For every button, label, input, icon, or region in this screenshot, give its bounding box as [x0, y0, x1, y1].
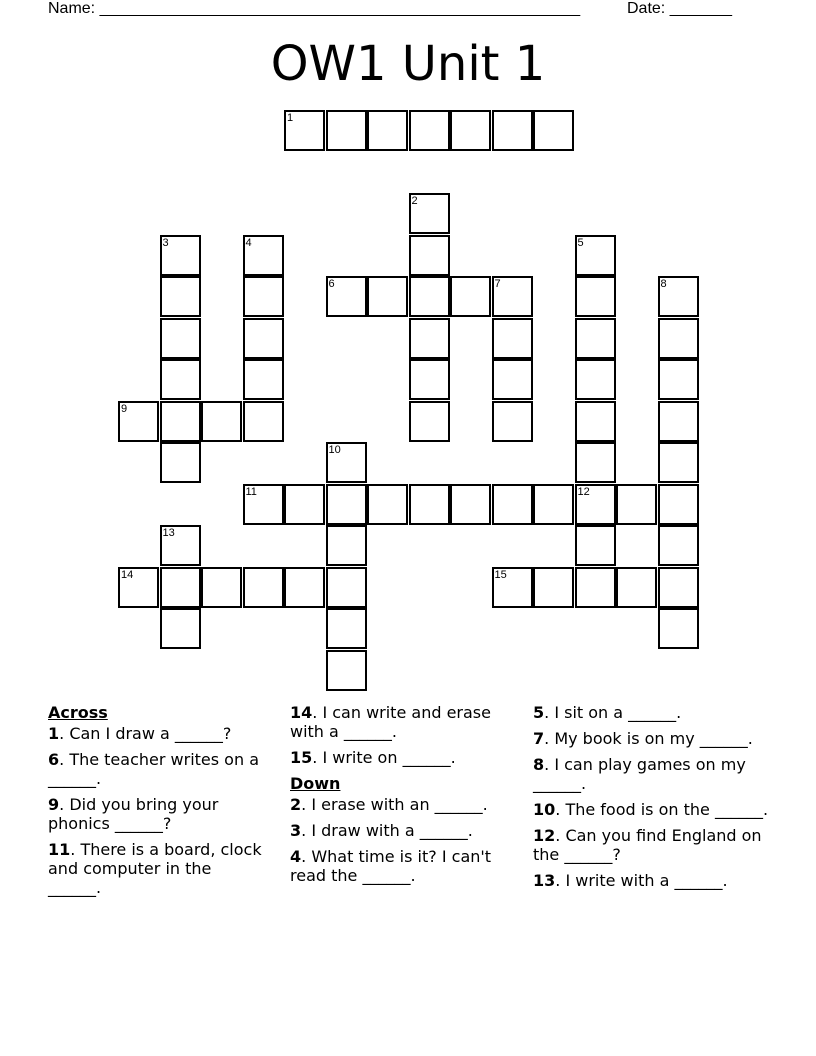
name-field[interactable]: Name: ______________________________________________________	[48, 0, 581, 17]
clue-number-label: 13	[533, 871, 556, 890]
clue-text: I draw with a ______.	[311, 821, 473, 840]
clue-text: My book is on my ______.	[554, 729, 753, 748]
clue-text: There is a board, clock and computer in the ______.	[48, 840, 262, 897]
clue-item: 1. Can I draw a ______?	[48, 724, 232, 743]
clue-number: 9	[121, 402, 128, 415]
clue-text: I can play games on my ______.	[533, 755, 746, 793]
clue-item: 9. Did you bring your phonics ______?	[48, 795, 219, 833]
grid-cell[interactable]	[284, 484, 325, 525]
clue-number: 2	[411, 195, 418, 207]
clue-number: 14	[121, 568, 134, 581]
grid-cell[interactable]	[201, 401, 242, 442]
grid-cell[interactable]	[533, 484, 574, 525]
grid-cell[interactable]	[367, 276, 408, 317]
clue-number: 10	[328, 444, 341, 456]
section-heading: Across	[48, 703, 108, 722]
clue-item: 4. What time is it? I can't read the ______.	[290, 847, 492, 885]
clue-number-label: 3	[290, 821, 302, 840]
grid-cell[interactable]	[492, 110, 533, 151]
grid-cell[interactable]	[409, 110, 450, 151]
grid-cell[interactable]	[492, 359, 533, 400]
clue-item: 2. I erase with an ______.	[290, 795, 488, 814]
clue-number-label: 6	[48, 750, 60, 769]
grid-cell[interactable]	[658, 359, 699, 400]
clue-column-3	[533, 703, 773, 897]
clue-item: 10. The food is on the ______.	[533, 800, 769, 819]
grid-cell[interactable]	[243, 318, 284, 359]
grid-cell[interactable]	[658, 318, 699, 359]
grid-cell[interactable]	[492, 484, 533, 525]
clue-item: 3. I draw with a ______.	[290, 821, 473, 840]
grid-cell[interactable]	[450, 110, 491, 151]
grid-cell[interactable]	[575, 276, 616, 317]
clue-number-label: 14	[290, 703, 313, 722]
grid-cell[interactable]	[160, 401, 201, 442]
grid-cell[interactable]	[658, 608, 699, 649]
clue-number-label: 8	[533, 755, 545, 774]
grid-cell[interactable]	[409, 484, 450, 525]
grid-cell[interactable]	[616, 567, 657, 608]
grid-cell[interactable]	[326, 110, 367, 151]
grid-cell[interactable]	[326, 608, 367, 649]
grid-cell[interactable]	[243, 359, 284, 400]
grid-cell[interactable]	[658, 484, 699, 525]
clue-number-label: 11	[48, 840, 71, 859]
grid-cell[interactable]	[367, 110, 408, 151]
clue-number: 4	[245, 236, 252, 249]
grid-cell[interactable]	[575, 442, 616, 483]
grid-cell[interactable]	[658, 401, 699, 442]
grid-cell[interactable]	[575, 401, 616, 442]
clue-number: 15	[494, 568, 507, 581]
clue-text: I erase with an ______.	[311, 795, 488, 814]
grid-cell[interactable]	[160, 608, 201, 649]
clue-item: 14. I can write and erase with a ______.	[290, 703, 491, 741]
clue-item: 6. The teacher writes on a ______.	[48, 750, 259, 788]
clue-text: Can I draw a ______?	[69, 724, 232, 743]
grid-cell[interactable]	[160, 318, 201, 359]
clue-number-label: 10	[533, 800, 556, 819]
clue-item: 8. I can play games on my ______.	[533, 755, 746, 793]
clue-number-label: 1	[48, 724, 60, 743]
clue-text: What time is it? I can't read the ______.	[290, 847, 492, 885]
clue-number: 7	[494, 278, 501, 290]
grid-cell[interactable]	[243, 276, 284, 317]
grid-cell[interactable]	[367, 484, 408, 525]
clue-number: 1	[287, 112, 294, 124]
clue-text: The teacher writes on a ______.	[48, 750, 259, 788]
clue-column-1	[48, 703, 263, 904]
grid-cell[interactable]	[284, 567, 325, 608]
grid-cell[interactable]	[160, 567, 201, 608]
clue-item: 5. I sit on a ______.	[533, 703, 682, 722]
clue-text: I can write and erase with a ______.	[290, 703, 491, 741]
grid-cell[interactable]	[533, 567, 574, 608]
clue-number: 13	[162, 527, 175, 539]
grid-cell[interactable]	[409, 401, 450, 442]
grid-cell[interactable]	[658, 567, 699, 608]
clue-item: 15. I write on ______.	[290, 748, 456, 767]
grid-cell[interactable]	[160, 442, 201, 483]
date-field[interactable]: Date: _______	[627, 0, 732, 17]
grid-cell[interactable]	[575, 567, 616, 608]
section-heading: Down	[290, 774, 341, 793]
grid-cell[interactable]	[409, 318, 450, 359]
clue-number-label: 12	[533, 826, 556, 845]
grid-cell[interactable]	[409, 276, 450, 317]
clue-number-label: 9	[48, 795, 60, 814]
clue-item: 7. My book is on my ______.	[533, 729, 753, 748]
clue-number: 8	[660, 278, 667, 290]
clue-text: Can you find England on the ______?	[533, 826, 762, 864]
grid-cell[interactable]	[492, 318, 533, 359]
grid-cell[interactable]	[658, 525, 699, 566]
clue-number-label: 2	[290, 795, 302, 814]
clue-number-label: 4	[290, 847, 302, 866]
clue-number-label: 15	[290, 748, 313, 767]
clue-text: Did you bring your phonics ______?	[48, 795, 219, 833]
grid-cell[interactable]	[201, 567, 242, 608]
clue-item: 12. Can you find England on the ______?	[533, 826, 762, 864]
clue-item: 11. There is a board, clock and computer in the ______.	[48, 840, 262, 897]
clue-text: I sit on a ______.	[554, 703, 682, 722]
grid-cell[interactable]	[326, 567, 367, 608]
grid-cell[interactable]	[533, 110, 574, 151]
clue-text: The food is on the ______.	[565, 800, 769, 819]
grid-cell[interactable]	[326, 525, 367, 566]
grid-cell[interactable]	[575, 318, 616, 359]
grid-cell[interactable]	[243, 567, 284, 608]
clue-number: 6	[328, 278, 335, 290]
clue-number-label: 5	[533, 703, 545, 722]
grid-cell[interactable]	[160, 276, 201, 317]
grid-cell[interactable]	[450, 484, 491, 525]
clue-text: I write with a ______.	[565, 871, 728, 890]
clue-number-label: 7	[533, 729, 545, 748]
clue-text: I write on ______.	[322, 748, 456, 767]
clue-number: 11	[245, 485, 257, 498]
grid-cell[interactable]	[616, 484, 657, 525]
clue-number: 3	[162, 236, 169, 249]
grid-cell[interactable]	[658, 442, 699, 483]
grid-cell[interactable]	[575, 359, 616, 400]
grid-cell[interactable]	[409, 235, 450, 276]
clue-item: 13. I write with a ______.	[533, 871, 728, 890]
clue-number: 12	[577, 485, 590, 498]
clue-number: 5	[577, 236, 584, 249]
grid-cell[interactable]	[409, 359, 450, 400]
grid-cell[interactable]	[450, 276, 491, 317]
grid-cell[interactable]	[326, 650, 367, 691]
grid-cell[interactable]	[575, 525, 616, 566]
grid-cell[interactable]	[326, 484, 367, 525]
page-title: OW1 Unit 1	[270, 36, 546, 92]
grid-cell[interactable]	[492, 401, 533, 442]
clue-column-2	[290, 703, 512, 892]
grid-cell[interactable]	[160, 359, 201, 400]
grid-cell[interactable]	[243, 401, 284, 442]
